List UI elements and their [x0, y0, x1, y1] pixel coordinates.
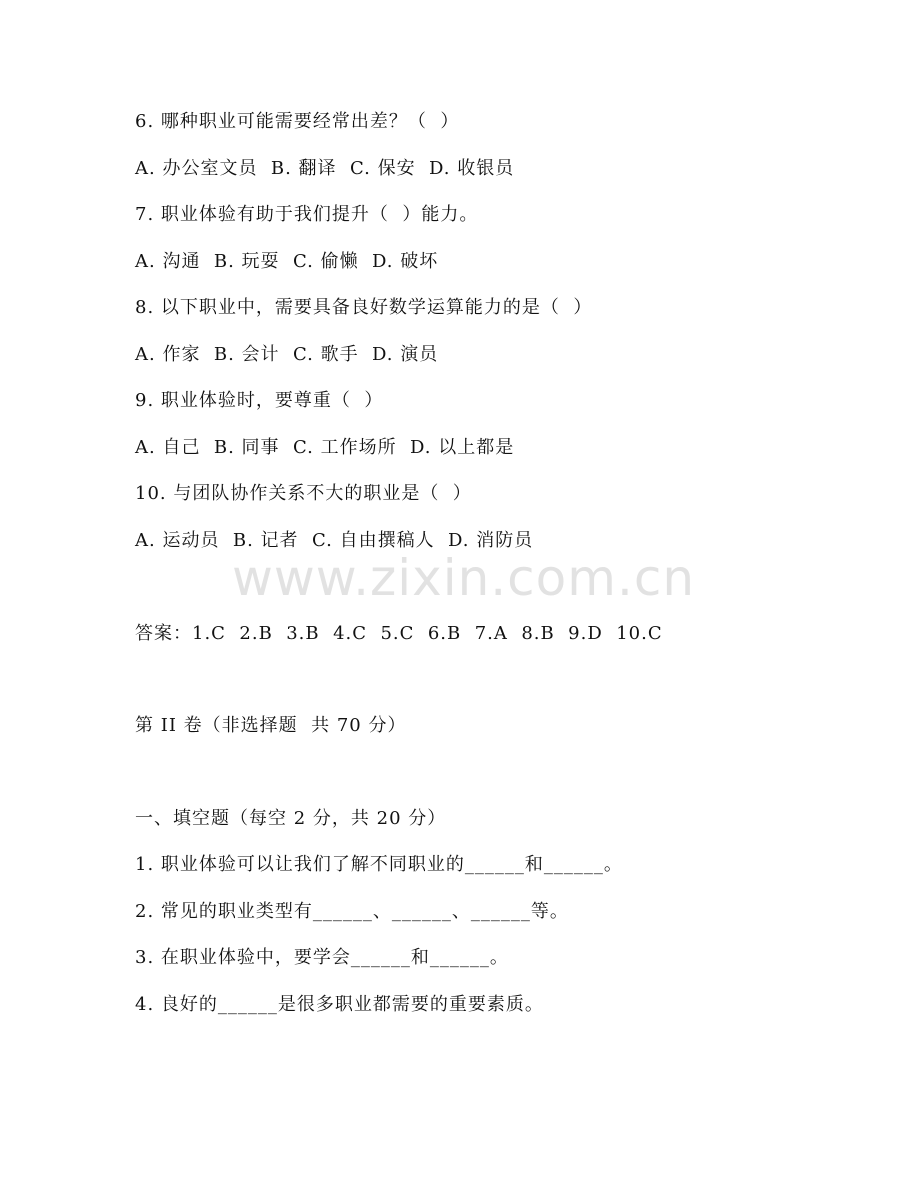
fill-in-heading: 一、填空题（每空 2 分，共 20 分） [135, 808, 447, 829]
answer-key: 答案：1.C 2.B 3.B 4.C 5.C 6.B 7.A 8.B 9.D 10.C [135, 623, 663, 644]
fill-in-item-4: 4. 良好的______是很多职业都需要的重要素质。 [135, 994, 544, 1015]
fill-in-item-3: 3. 在职业体验中，要学会______和______。 [135, 947, 509, 968]
question-8-options: A. 作家 B. 会计 C. 歌手 D. 演员 [135, 344, 439, 365]
fill-in-item-2: 2. 常见的职业类型有______、______、______等。 [135, 901, 569, 922]
section-title: 第 II 卷（非选择题 共 70 分） [135, 715, 407, 736]
question-8-stem: 8. 以下职业中，需要具备良好数学运算能力的是（ ） [135, 297, 593, 318]
question-10-options: A. 运动员 B. 记者 C. 自由撰稿人 D. 消防员 [135, 530, 534, 551]
question-7-options: A. 沟通 B. 玩耍 C. 偷懒 D. 破坏 [135, 251, 439, 272]
question-6-options: A. 办公室文员 B. 翻译 C. 保安 D. 收银员 [135, 158, 515, 179]
question-7-stem: 7. 职业体验有助于我们提升（ ）能力。 [135, 204, 479, 225]
fill-in-item-1: 1. 职业体验可以让我们了解不同职业的______和______。 [135, 854, 623, 875]
question-9-options: A. 自己 B. 同事 C. 工作场所 D. 以上都是 [135, 437, 515, 458]
question-9-stem: 9. 职业体验时，要尊重（ ） [135, 390, 384, 411]
question-6-stem: 6. 哪种职业可能需要经常出差？（ ） [135, 111, 460, 132]
question-10-stem: 10. 与团队协作关系不大的职业是（ ） [135, 483, 472, 504]
watermark: www.zixin.com.cn [232, 549, 696, 607]
